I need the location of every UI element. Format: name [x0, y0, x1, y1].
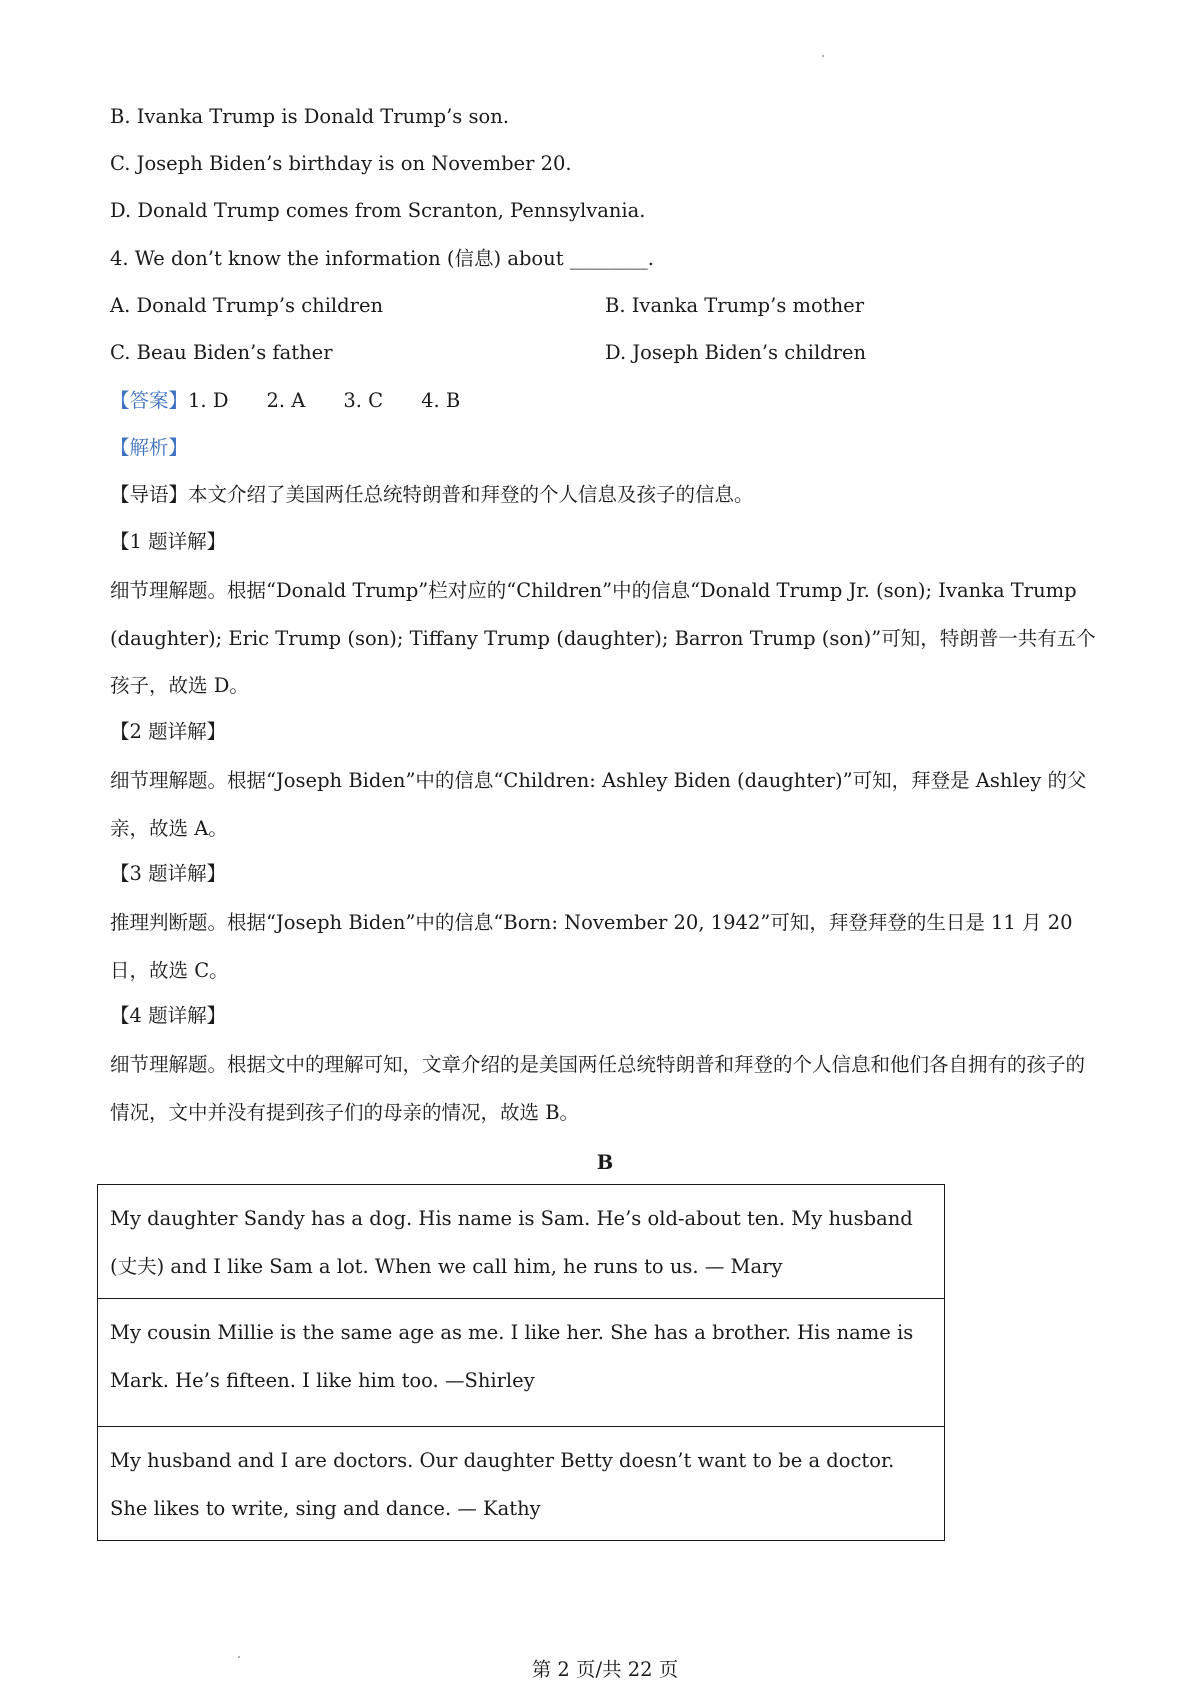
analysis-intro: 【导语】本文介绍了美国两任总统特朗普和拜登的个人信息及孩子的信息。 [110, 483, 754, 506]
q4-detail-heading: 【4 题详解】 [110, 1004, 227, 1027]
q4-option-d: D. Joseph Biden’s children [605, 341, 867, 364]
q4-option-c: C. Beau Biden’s father [110, 341, 333, 364]
q4-detail-body: 细节理解题。根据文中的理解可知，文章介绍的是美国两任总统特朗普和拜登的个人信息和他们各自拥有的孩子的情况，文中并没有提到孩子们的母亲的情况，故选 B。 [110, 1053, 1086, 1124]
q1-detail-body: 细节理解题。根据“Donald Trump”栏对应的“Children”中的信息“Donald Trump Jr. (son); Ivanka Trump (daughter); Eric Trump (son); Tiffany Trump (daughter); Barron Trump (son)”可知，特朗普一共有五个孩子，故选 D。 [110, 579, 1096, 697]
q2-detail-body: 细节理解题。根据“Joseph Biden”中的信息“Children: Ashley Biden (daughter)”可知，拜登是 Ashley 的父亲，故选 A。 [110, 769, 1087, 840]
q4-stem: 4. We don’t know the information (信息) about ________. [110, 247, 654, 270]
answer-label: 【答案】 [110, 389, 189, 412]
q4-option-b: B. Ivanka Trump’s mother [605, 294, 865, 317]
answer-item: 4. B [421, 389, 461, 412]
q3-detail-heading: 【3 题详解】 [110, 862, 227, 885]
q2-detail-heading: 【2 题详解】 [110, 720, 227, 743]
q3-detail-body: 推理判断题。根据“Joseph Biden”中的信息“Born: November 20, 1942”可知，拜登拜登的生日是 11 月 20 日，故选 C。 [110, 911, 1073, 982]
answer-item: 2. A [266, 389, 306, 412]
section-b-title: B [596, 1151, 614, 1174]
answer-item: 1. D [188, 389, 229, 412]
page-number-footer: 第 2 页/共 22 页 [531, 1658, 679, 1681]
scan-dot [238, 1656, 240, 1658]
answer-item: 3. C [343, 389, 384, 412]
table-row [98, 1427, 945, 1541]
q4-option-a: A. Donald Trump’s children [110, 294, 384, 317]
q3-option-b: B. Ivanka Trump is Donald Trump’s son. [110, 105, 510, 128]
table-cell: My cousin Millie is the same age as me. I like her. She has a brother. His name is Mark. He’s fifteen. I like him too. —Shirley [98, 1299, 945, 1427]
table-row [98, 1185, 945, 1299]
section-b-passage-table [97, 1184, 945, 1541]
q3-option-d: D. Donald Trump comes from Scranton, Pennsylvania. [110, 199, 646, 222]
q1-detail-heading: 【1 题详解】 [110, 530, 227, 553]
q3-option-c: C. Joseph Biden’s birthday is on November 20. [110, 152, 572, 175]
table-cell: My husband and I are doctors. Our daughter Betty doesn’t want to be a doctor. She likes to write, sing and dance. — Kathy [98, 1427, 945, 1541]
analysis-label: 【解析】 [110, 436, 189, 459]
table-row [98, 1299, 945, 1427]
scan-dot [822, 55, 824, 57]
table-cell: My daughter Sandy has a dog. His name is Sam. He’s old-about ten. My husband (丈夫) and I like Sam a lot. When we call him, he runs to us. — Mary [98, 1185, 945, 1299]
answer-line [110, 391, 460, 411]
